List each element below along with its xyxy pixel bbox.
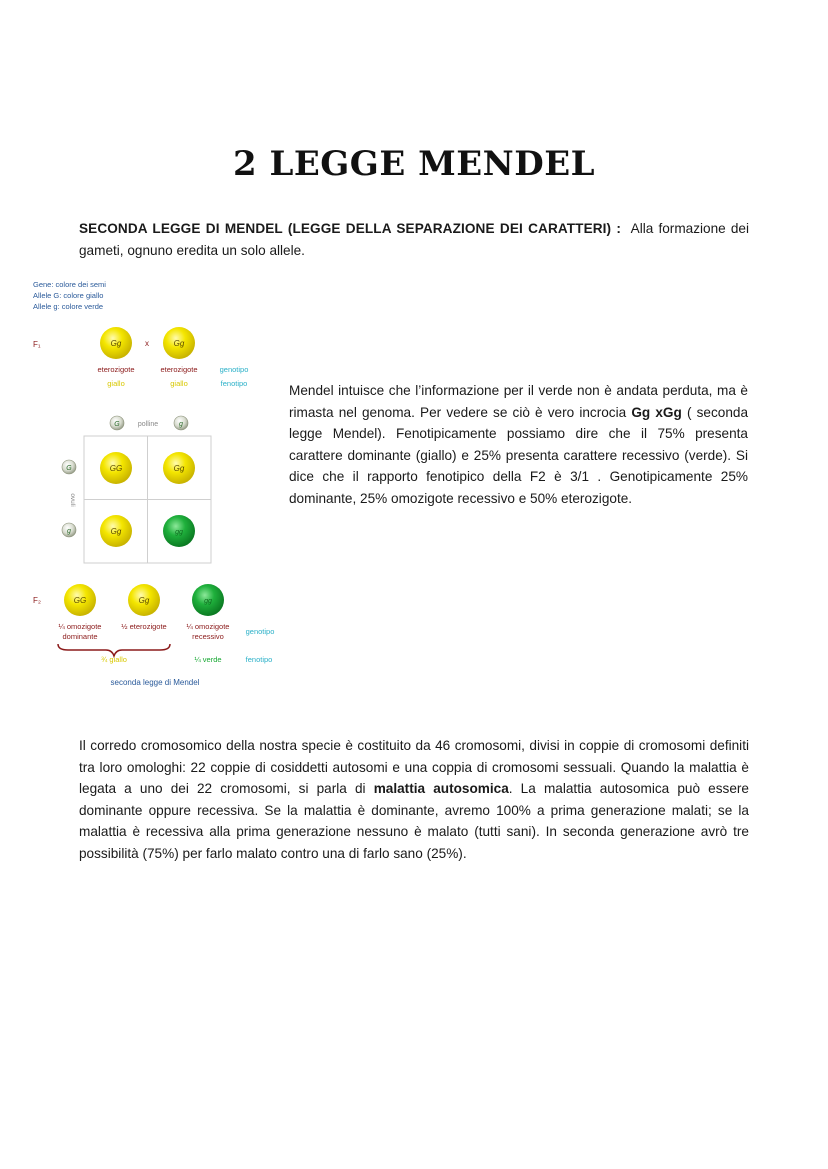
explanation-bold-cross: Gg xGg bbox=[631, 404, 682, 420]
intro-paragraph bbox=[79, 218, 749, 262]
f1-genotipo-label: genotipo bbox=[219, 365, 249, 374]
f1-label: F₁ bbox=[33, 340, 41, 349]
explanation-part-1: Mendel intuisce che l’informazione per il verde non è andata perduta, ma è rimasta nel genoma. Per vedere se ciò è vero incrocia bbox=[289, 383, 748, 420]
pollen-g-label: g bbox=[179, 421, 183, 428]
f1-fenotipo-label: fenotipo bbox=[220, 379, 248, 388]
f2-desc-2: ½ eterozigote bbox=[121, 622, 167, 631]
intro-text: Alla formazione dei gameti, ognuno eredita un solo allele. bbox=[79, 221, 750, 258]
ovule-g-label: g bbox=[67, 528, 71, 535]
f2-desc-3-line1: ¼ omozigote bbox=[186, 622, 230, 631]
legend-line-3: Allele g: colore verde bbox=[33, 302, 104, 311]
f1-right-eterozigote: eterozigote bbox=[160, 365, 198, 374]
chromosome-part-2: . La malattia autosomica può essere dominante oppure recessiva. Se la malattia è dominante, avremo 100% a prima generazione malati; se la malattia è recessiva alla prima generazione nessuno è malato (tutti sani). In seconda generazione avrò tre possibilità (75%) per farlo malato contro una di farlo sano (25%). bbox=[79, 781, 749, 861]
chromosome-part-1: Il corredo cromosomico della nostra specie è costituito da 46 cromosomi, divisi in coppie di cromosomi definiti tra loro omologhi: 22 coppie di cosiddetti autosomi e una coppia di cromosomi sessuali. Quando la malattia è legata a uno dei 22 cromosomi, si parla di bbox=[79, 738, 749, 797]
f1-left-eterozigote: eterozigote bbox=[97, 365, 135, 374]
chromosome-bold-term: malattia autosomica bbox=[373, 781, 509, 797]
f2-verde-fraction: ¼ verde bbox=[194, 655, 222, 664]
ovuli-label: ovuli bbox=[69, 493, 76, 507]
f1-right-genotype: Gg bbox=[173, 339, 185, 348]
f2-desc-1-line2: dominante bbox=[62, 632, 98, 641]
explanation-part-2: ( seconda legge Mendel). Fenotipicamente possiamo dire che il 75% presenta carattere dominante (giallo) e 25% presenta carattere recessivo (verde). Si dice che il rapporto fenotipico della F2 è 3/1 . Genotipicamente 25% dominante, 25% omozigote recessivo e 50% eterozigote. bbox=[289, 404, 749, 506]
polline-label: polline bbox=[137, 421, 159, 428]
legend-line-2: Allele G: colore giallo bbox=[33, 291, 104, 300]
intro-lead: SECONDA LEGGE DI MENDEL (LEGGE DELLA SEPARAZIONE DEI CARATTERI) : bbox=[79, 221, 622, 236]
cell-Gg-label-1: Gg bbox=[173, 464, 185, 473]
ovule-G-label: G bbox=[66, 465, 72, 472]
f2-GG-label: GG bbox=[73, 596, 87, 605]
chromosome-paragraph bbox=[79, 735, 749, 865]
f2-desc-1-line1: ¼ omozigote bbox=[58, 622, 102, 631]
f2-giallo-fraction: ¾ giallo bbox=[101, 655, 127, 664]
f1-left-giallo: giallo bbox=[107, 379, 125, 388]
page-title: 2 LEGGE MENDEL bbox=[232, 144, 596, 184]
f2-desc-3-line2: recessivo bbox=[192, 632, 224, 641]
legend-line-1: Gene: colore dei semi bbox=[33, 280, 106, 289]
cell-GG-label: GG bbox=[109, 464, 123, 473]
explanation-paragraph bbox=[289, 380, 748, 510]
pollen-G-label: G bbox=[114, 421, 120, 428]
diagram-caption: seconda legge di Mendel bbox=[110, 678, 200, 687]
f2-gg-label: gg bbox=[204, 598, 212, 605]
f1-left-genotype: Gg bbox=[110, 339, 122, 348]
f2-label: F₂ bbox=[33, 596, 41, 605]
cell-Gg-label-2: Gg bbox=[110, 527, 122, 536]
mendel-diagram bbox=[0, 270, 290, 700]
f1-right-giallo: giallo bbox=[170, 379, 188, 388]
cell-gg-label: gg bbox=[175, 529, 183, 536]
f2-fenotipo-label: fenotipo bbox=[245, 655, 273, 664]
f2-Gg-label: Gg bbox=[138, 596, 150, 605]
f2-genotipo-label: genotipo bbox=[245, 627, 275, 636]
cross-symbol: x bbox=[145, 339, 149, 348]
